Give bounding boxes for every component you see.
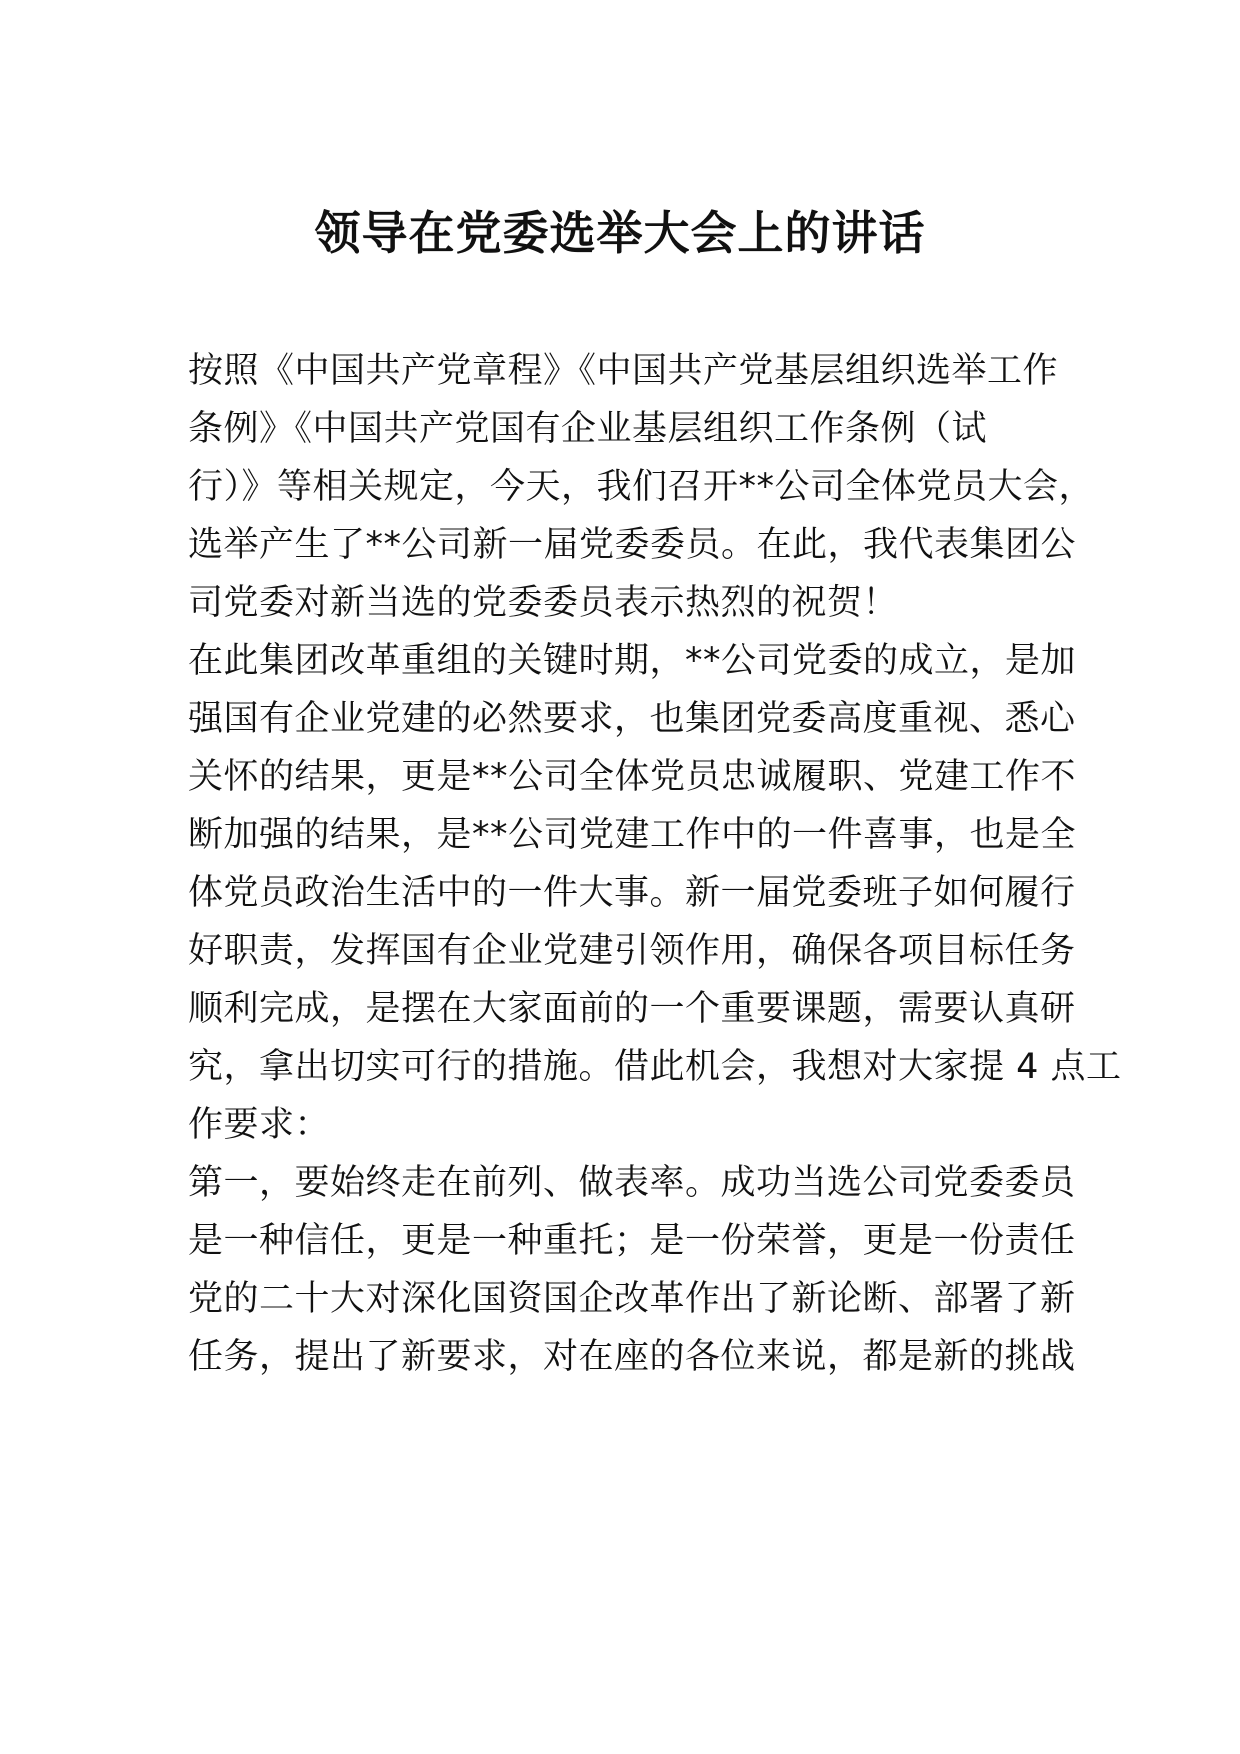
body-line: 顺利完成，是摆在大家面前的一个重要课题，需要认真研 [188, 989, 1076, 1029]
body-line: 第一，要始终走在前列、做表率。成功当选公司党委委员 [188, 1163, 1076, 1203]
body-line: 行）》等相关规定，今天，我们召开**公司全体党员大会， [188, 467, 1095, 507]
body-line: 好职责，发挥国有企业党建引领作用，确保各项目标任务 [188, 931, 1076, 971]
body-line: 究，拿出切实可行的措施。借此机会，我想对大家提 4 点工 [188, 1047, 1122, 1087]
body-line: 强国有企业党建的必然要求，也集团党委高度重视、悉心 [188, 699, 1076, 739]
body-line: 作要求： [188, 1105, 331, 1145]
body-line: 选举产生了**公司新一届党委委员。在此，我代表集团公 [188, 525, 1077, 565]
body-line: 党的二十大对深化国资国企改革作出了新论断、部署了新 [188, 1279, 1076, 1319]
body-line: 在此集团改革重组的关键时期，**公司党委的成立，是加 [188, 641, 1077, 681]
body-line: 是一种信任，更是一种重托；是一份荣誉，更是一份责任 [188, 1221, 1076, 1261]
body-line: 司党委对新当选的党委委员表示热烈的祝贺！ [188, 583, 899, 623]
body-line: 任务，提出了新要求，对在座的各位来说，都是新的挑战 [188, 1337, 1076, 1377]
body-line: 体党员政治生活中的一件大事。新一届党委班子如何履行 [188, 873, 1076, 913]
body-line: 按照《中国共产党章程》《中国共产党基层组织选举工作 [188, 351, 1059, 391]
body-line: 条例》《中国共产党国有企业基层组织工作条例（试 [188, 409, 988, 449]
document-title: 领导在党委选举大会上的讲话 [314, 206, 926, 260]
body-line: 断加强的结果，是**公司党建工作中的一件喜事，也是全 [188, 815, 1077, 855]
body-line: 关怀的结果，更是**公司全体党员忠诚履职、党建工作不 [188, 757, 1077, 797]
